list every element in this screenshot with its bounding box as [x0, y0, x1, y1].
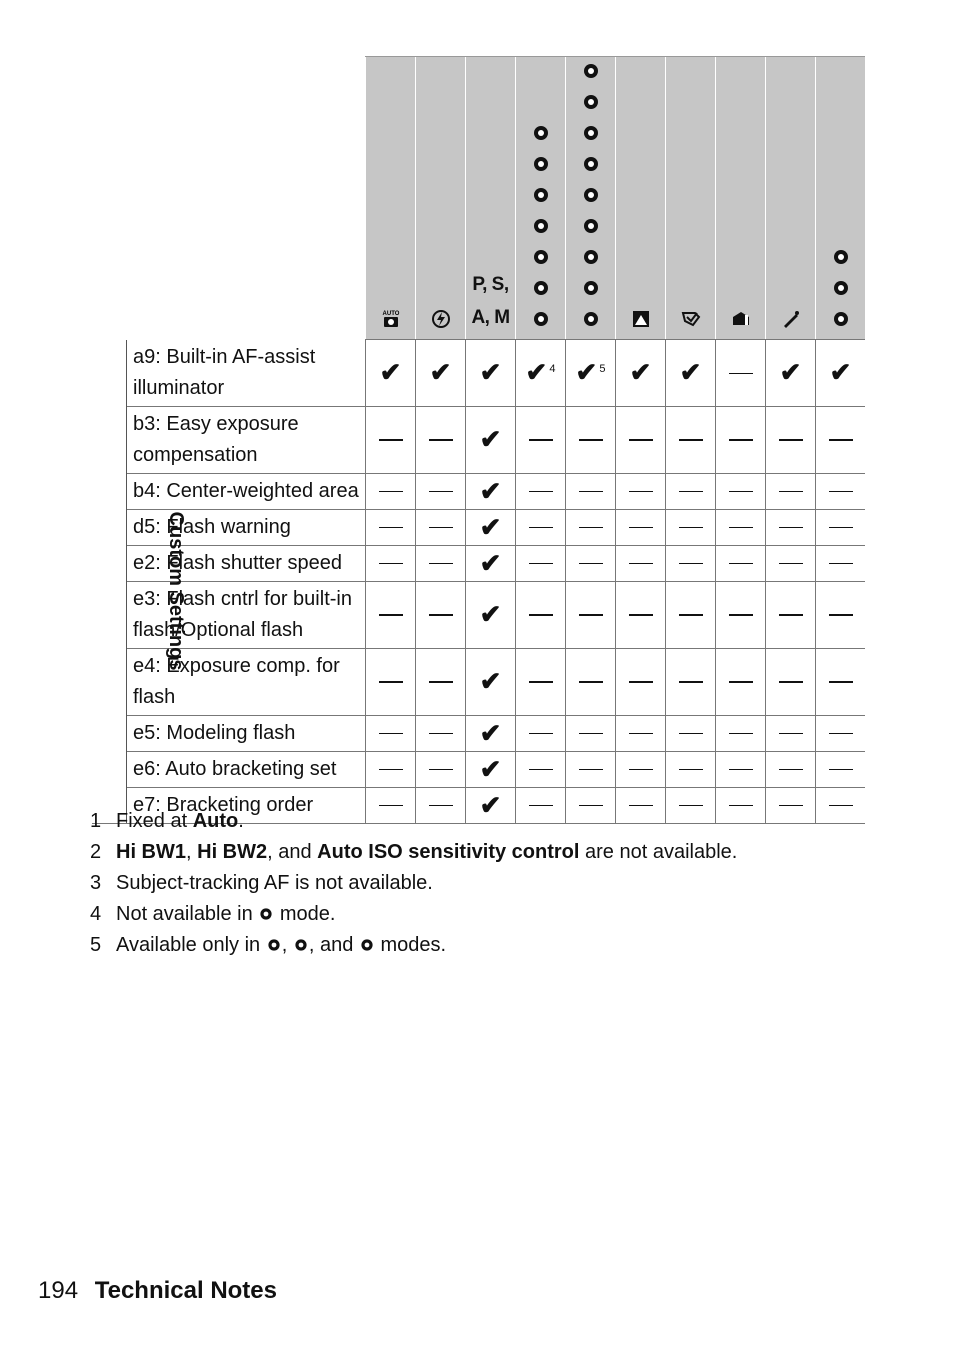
- dash-mark: [829, 563, 853, 565]
- compatibility-table: [92, 56, 865, 824]
- footnote-number: 4: [90, 903, 102, 925]
- header-col-5: [566, 57, 616, 340]
- table-cell: [416, 473, 466, 509]
- dash-mark: [779, 491, 803, 493]
- text-run: Available only in: [116, 934, 266, 956]
- dash-mark: [429, 527, 453, 529]
- table-cell: [516, 473, 566, 509]
- table-cell: [666, 340, 716, 407]
- table-cell: [766, 406, 816, 473]
- table-cell: [416, 406, 466, 473]
- footnote: [90, 806, 737, 837]
- table-cell: [366, 581, 416, 648]
- dash-mark: [379, 614, 403, 616]
- table-cell: [816, 545, 866, 581]
- dash-mark: [429, 439, 453, 441]
- table-cell: [366, 751, 416, 787]
- dash-mark: [729, 769, 753, 771]
- table-row: [92, 406, 865, 473]
- blossom-icon: [293, 932, 309, 948]
- table-cell: [466, 581, 516, 648]
- dash-mark: [429, 681, 453, 683]
- header-col-1: [366, 57, 416, 340]
- dash-mark: [429, 769, 453, 771]
- dash-mark: [729, 681, 753, 683]
- header-col-3: [466, 57, 516, 340]
- check-mark: ✔: [479, 424, 502, 454]
- table-cell: [516, 340, 566, 407]
- dash-mark: [579, 733, 603, 735]
- footnote: [90, 930, 737, 961]
- dash-mark: [679, 614, 703, 616]
- dash-mark: [579, 491, 603, 493]
- night-landscape-icon: [580, 119, 602, 147]
- table-cell: [816, 715, 866, 751]
- dash-mark: [629, 769, 653, 771]
- dash-mark: [829, 527, 853, 529]
- footnote-number: 1: [90, 810, 102, 832]
- check-mark: ✔: [479, 547, 502, 578]
- table-row: [92, 715, 865, 751]
- silhouette-icon: [630, 305, 652, 333]
- table-cell: [766, 473, 816, 509]
- dash-mark: [579, 439, 603, 441]
- dash-mark: [729, 373, 753, 375]
- page-number: 194: [38, 1277, 79, 1304]
- table-cell: [416, 545, 466, 581]
- table-cell: [516, 545, 566, 581]
- table-cell: [766, 648, 816, 715]
- table-cell: [516, 509, 566, 545]
- setting-label: a9: Built-in AF-assist illuminator: [127, 340, 366, 407]
- table-cell: [566, 648, 616, 715]
- table-cell: [416, 648, 466, 715]
- sports-icon: [580, 88, 602, 116]
- text-run: Subject-tracking AF is not available.: [116, 872, 433, 894]
- table-cell: [366, 648, 416, 715]
- dash-mark: [629, 439, 653, 441]
- header-row: [92, 57, 865, 340]
- table-row: [92, 581, 865, 648]
- table-row: [92, 545, 865, 581]
- dash-mark: [429, 614, 453, 616]
- text-run: are not available.: [579, 841, 738, 863]
- table-cell: [666, 406, 716, 473]
- check-mark: ✔: [629, 357, 652, 388]
- table-cell: [716, 406, 766, 473]
- table-cell: [766, 340, 816, 407]
- table-cell: [816, 340, 866, 407]
- dash-mark: [379, 733, 403, 735]
- dash-mark: [779, 733, 803, 735]
- header-col-6: [616, 57, 666, 340]
- table-cell: [366, 406, 416, 473]
- dash-mark: [679, 439, 703, 441]
- svg-text:AUTO: AUTO: [382, 311, 399, 317]
- table-row: [92, 473, 865, 509]
- table-cell: [416, 340, 466, 407]
- setting-label: b3: Easy exposure compensation: [127, 406, 366, 473]
- dash-mark: [679, 491, 703, 493]
- table-cell: [566, 509, 616, 545]
- footnote-number: 2: [90, 841, 102, 863]
- portrait-icon: [530, 119, 552, 147]
- dash-mark: [579, 527, 603, 529]
- dash-mark: [529, 614, 553, 616]
- check-mark: ✔: [779, 357, 802, 388]
- footnote: [90, 837, 737, 868]
- header-col-9: [766, 57, 816, 340]
- dash-mark: [779, 681, 803, 683]
- table-cell: [616, 581, 666, 648]
- setting-label: e6: Auto bracketing set: [127, 751, 366, 787]
- header-col-10: [816, 57, 866, 340]
- dash-mark: [629, 563, 653, 565]
- table-cell: [616, 473, 666, 509]
- table-cell: [766, 787, 816, 823]
- table-cell: [766, 581, 816, 648]
- text-run: Fixed at: [116, 810, 193, 832]
- table-cell: [616, 406, 666, 473]
- table-cell: [516, 406, 566, 473]
- dash-mark: [379, 563, 403, 565]
- check-mark: ✔: [575, 357, 598, 388]
- dash-mark: [679, 563, 703, 565]
- table-cell: [816, 787, 866, 823]
- table-cell: [816, 406, 866, 473]
- high-key-icon: [680, 305, 702, 333]
- check-mark: ✔: [525, 357, 548, 388]
- table-cell: [466, 715, 516, 751]
- bold-term: Hi BW2: [197, 841, 268, 863]
- table-cell: [516, 715, 566, 751]
- footnote-text: [116, 837, 737, 868]
- dash-mark: [779, 614, 803, 616]
- dash-mark: [579, 769, 603, 771]
- dash-mark: [529, 769, 553, 771]
- setting-label: e5: Modeling flash: [127, 715, 366, 751]
- table-row: [92, 648, 865, 715]
- page-footer: [38, 1277, 277, 1305]
- table-cell: [566, 545, 616, 581]
- table-cell: [716, 648, 766, 715]
- dash-mark: [729, 614, 753, 616]
- dash-mark: [829, 491, 853, 493]
- table-cell: [716, 473, 766, 509]
- party-indoor-icon: [530, 243, 552, 271]
- dash-mark: [829, 681, 853, 683]
- dash-mark: [679, 681, 703, 683]
- table-row: [92, 509, 865, 545]
- dash-mark: [829, 805, 853, 807]
- setting-label: e4: Exposure comp. for flash: [127, 648, 366, 715]
- blossom-icon: [580, 274, 602, 302]
- table-cell: [416, 715, 466, 751]
- bold-term: Auto ISO sensitivity control: [317, 841, 580, 863]
- table-cell: [466, 340, 516, 407]
- dash-mark: [829, 769, 853, 771]
- table-cell: [416, 581, 466, 648]
- dash-mark: [629, 491, 653, 493]
- text-run: , and: [308, 934, 359, 956]
- dash-mark: [729, 563, 753, 565]
- auto-mode-icon: [380, 305, 402, 333]
- sunset-icon: [580, 181, 602, 209]
- text-run: .: [238, 810, 244, 832]
- check-mark: ✔: [479, 753, 502, 784]
- table-cell: [766, 545, 816, 581]
- check-mark: ✔: [829, 357, 852, 388]
- header-blank: [92, 57, 127, 340]
- dash-mark: [729, 439, 753, 441]
- side-label: Custom Settings: [164, 511, 187, 671]
- check-mark: ✔: [479, 666, 502, 696]
- bold-term: Hi BW1: [116, 841, 186, 863]
- header-blank-label: [127, 57, 366, 340]
- dash-mark: [429, 563, 453, 565]
- table-cell: [616, 715, 666, 751]
- text-run: , and: [267, 841, 318, 863]
- bold-term: Auto: [192, 810, 239, 832]
- table-cell: [516, 751, 566, 787]
- dash-mark: [679, 769, 703, 771]
- flash-off-mode-icon: [430, 305, 452, 333]
- table-cell: [716, 715, 766, 751]
- mode-label: P, S,: [472, 274, 509, 295]
- dash-mark: [429, 733, 453, 735]
- table-cell: [566, 751, 616, 787]
- table-cell: [366, 340, 416, 407]
- table-cell: [816, 473, 866, 509]
- section-title: Technical Notes: [94, 1277, 277, 1304]
- table-cell: [466, 648, 516, 715]
- table-cell: [366, 509, 416, 545]
- dash-mark: [379, 527, 403, 529]
- table-cell: [466, 406, 516, 473]
- table-cell: [666, 473, 716, 509]
- table-cell: [516, 648, 566, 715]
- table-cell: [716, 545, 766, 581]
- beach-snow-icon: [830, 243, 852, 271]
- setting-label: b4: Center-weighted area: [127, 473, 366, 509]
- dash-mark: [729, 733, 753, 735]
- text-run: modes.: [374, 934, 447, 956]
- table-cell: [616, 340, 666, 407]
- table-cell: [666, 509, 716, 545]
- check-mark: ✔: [479, 511, 502, 542]
- header-col-7: [666, 57, 716, 340]
- text-run: ,: [186, 841, 198, 863]
- dash-mark: [379, 681, 403, 683]
- table-cell: [616, 545, 666, 581]
- table-cell: [816, 648, 866, 715]
- dash-mark: [379, 439, 403, 441]
- table-cell: [766, 509, 816, 545]
- table-cell: [716, 340, 766, 407]
- table-cell: [466, 509, 516, 545]
- dash-mark: [379, 769, 403, 771]
- dusk-dawn-icon: [580, 150, 602, 178]
- text-run: ,: [281, 934, 293, 956]
- header-col-8: [716, 57, 766, 340]
- dash-mark: [629, 614, 653, 616]
- dash-mark: [779, 563, 803, 565]
- setting-label: e3: Flash cntrl for built-in flash/Optional flash: [127, 581, 366, 648]
- footnote-text: [116, 868, 433, 899]
- check-mark: ✔: [379, 357, 402, 388]
- footnote-number: 3: [90, 872, 102, 894]
- dash-mark: [529, 527, 553, 529]
- low-key-lo-icon: [830, 305, 852, 333]
- dash-mark: [579, 563, 603, 565]
- footnote-number: 5: [90, 934, 102, 956]
- table-cell: [416, 751, 466, 787]
- setting-label: e2: Flash shutter speed: [127, 545, 366, 581]
- dash-mark: [829, 733, 853, 735]
- check-mark: ✔: [429, 357, 452, 388]
- dash-mark: [529, 491, 553, 493]
- table-cell: [666, 715, 716, 751]
- dash-mark: [629, 681, 653, 683]
- autumn-colors-icon: [359, 932, 375, 948]
- footnotes: [90, 806, 737, 961]
- table-cell: [616, 509, 666, 545]
- dash-mark: [729, 491, 753, 493]
- table-cell: [816, 581, 866, 648]
- table-row: [92, 340, 865, 407]
- table-cell: [666, 581, 716, 648]
- dash-mark: [779, 769, 803, 771]
- table-cell: [666, 648, 716, 715]
- landscape-icon: [580, 57, 602, 85]
- table-cell: [566, 340, 616, 407]
- dash-mark: [829, 439, 853, 441]
- table-cell: [566, 715, 616, 751]
- table-cell: [516, 581, 566, 648]
- table-cell: [366, 715, 416, 751]
- table-cell: [366, 545, 416, 581]
- dash-mark: [829, 614, 853, 616]
- dash-mark: [579, 614, 603, 616]
- footnote-text: [116, 899, 335, 930]
- dash-mark: [379, 491, 403, 493]
- pet-portrait-icon: [258, 901, 274, 917]
- color-sketch-icon: [780, 305, 802, 333]
- food-icon: [530, 305, 552, 333]
- footnote: [90, 868, 737, 899]
- text-run: Not available in: [116, 903, 259, 925]
- dash-mark: [779, 439, 803, 441]
- table-cell: [766, 715, 816, 751]
- footnote-text: [116, 930, 446, 961]
- table-cell: [716, 581, 766, 648]
- table-cell: [716, 751, 766, 787]
- table-cell: [666, 545, 716, 581]
- table-cell: [466, 751, 516, 787]
- candlelight-icon: [266, 932, 282, 948]
- dash-mark: [629, 733, 653, 735]
- dash-mark: [729, 527, 753, 529]
- setting-label: d5: Flash warning: [127, 509, 366, 545]
- table-cell: [616, 648, 666, 715]
- dash-mark: [679, 527, 703, 529]
- dash-mark: [529, 563, 553, 565]
- check-mark: ✔: [479, 789, 502, 820]
- dash-mark: [779, 805, 803, 807]
- high-key-hi-icon: [830, 274, 852, 302]
- header-col-4: [516, 57, 566, 340]
- child-icon: [530, 150, 552, 178]
- autumn-colors-icon: [580, 305, 602, 333]
- dash-mark: [529, 681, 553, 683]
- table-cell: [466, 473, 516, 509]
- table-row: [92, 751, 865, 787]
- text-run: mode.: [274, 903, 336, 925]
- table-cell: [416, 509, 466, 545]
- table-cell: [566, 473, 616, 509]
- sunset-alt-icon: [580, 212, 602, 240]
- table-cell: [566, 581, 616, 648]
- footnote-ref: 4: [549, 363, 556, 376]
- dash-mark: [779, 527, 803, 529]
- dash-mark: [679, 733, 703, 735]
- setting-label: e7: Bracketing order: [127, 787, 366, 823]
- header-col-2: [416, 57, 466, 340]
- table-cell: [816, 509, 866, 545]
- table-cell: [816, 751, 866, 787]
- candlelight-icon: [580, 243, 602, 271]
- footnote-ref: 5: [599, 363, 606, 376]
- check-mark: ✔: [479, 475, 502, 506]
- footnote: [90, 899, 737, 930]
- check-mark: ✔: [479, 599, 502, 629]
- table-cell: [566, 406, 616, 473]
- table-cell: [616, 751, 666, 787]
- dash-mark: [629, 527, 653, 529]
- table-cell: [466, 545, 516, 581]
- table-cell: [666, 751, 716, 787]
- dash-mark: [579, 681, 603, 683]
- dash-mark: [529, 733, 553, 735]
- dash-mark: [429, 491, 453, 493]
- table-cell: [716, 509, 766, 545]
- footnote-text: [116, 806, 244, 837]
- check-mark: ✔: [679, 357, 702, 388]
- close-up-icon: [530, 181, 552, 209]
- table-cell: [366, 473, 416, 509]
- check-mark: ✔: [479, 717, 502, 748]
- table-cell: [766, 751, 816, 787]
- pet-portrait-icon: [530, 274, 552, 302]
- check-mark: ✔: [479, 357, 502, 388]
- low-key-icon: [730, 305, 752, 333]
- dash-mark: [529, 439, 553, 441]
- mode-label: A, M: [471, 307, 510, 328]
- night-portrait-icon: [530, 212, 552, 240]
